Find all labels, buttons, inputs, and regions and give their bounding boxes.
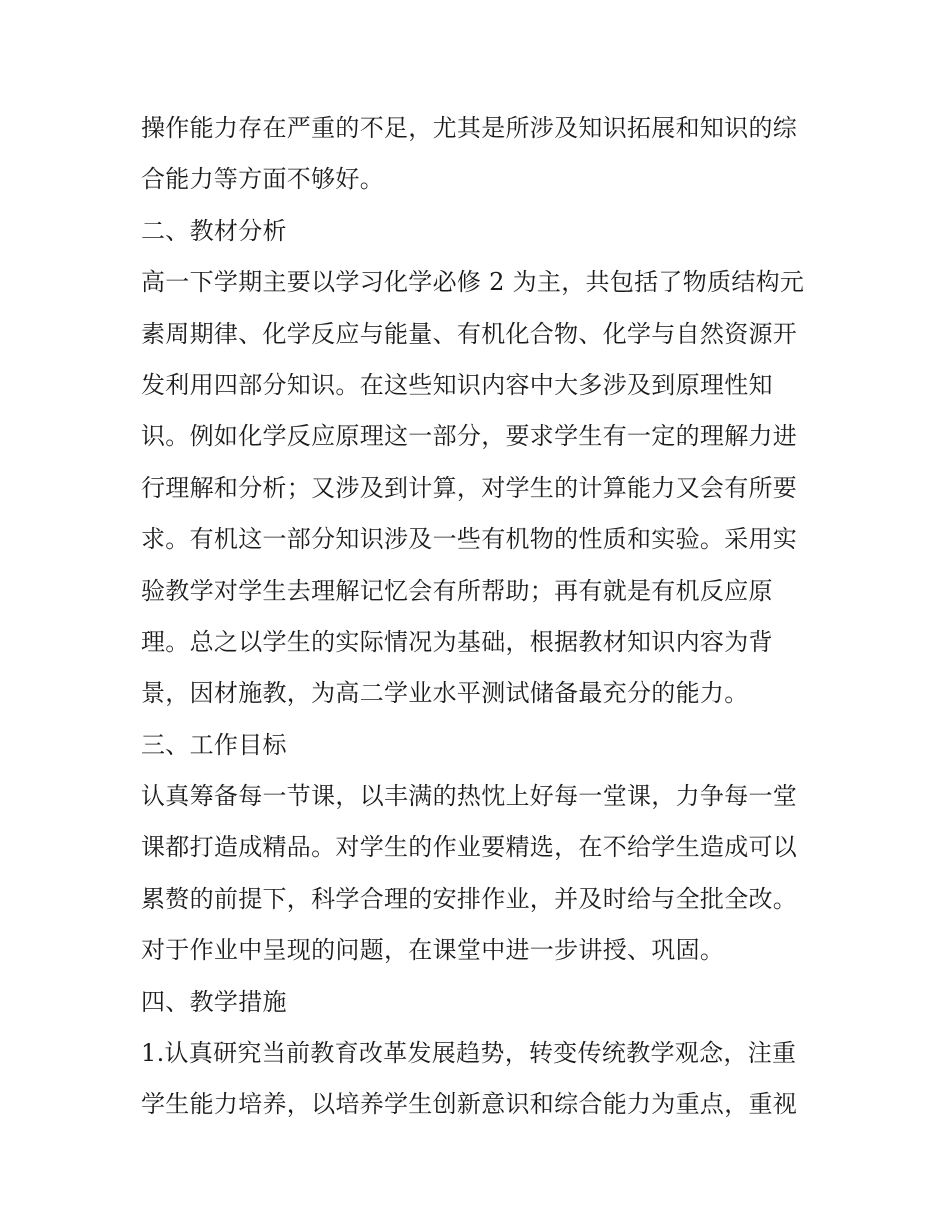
text-line: 识。例如化学反应原理这一部分，要求学生有一定的理解力进 <box>141 422 798 451</box>
text-line: 素周期律、化学反应与能量、有机化合物、化学与自然资源开 <box>141 319 798 348</box>
document-body <box>141 103 813 1131</box>
text-line: 对于作业中呈现的问题，在课堂中进一步讲授、巩固。 <box>141 936 725 965</box>
text-line: 行理解和分析；又涉及到计算，对学生的计算能力又会有所要 <box>141 473 798 502</box>
text-line: 课都打造成精品。对学生的作业要精选，在不给学生造成可以 <box>141 833 798 862</box>
text-line: 学生能力培养，以培养学生创新意识和综合能力为重点，重视 <box>141 1090 798 1119</box>
text-line: 理。总之以学生的实际情况为基础，根据教材知识内容为背 <box>141 627 773 656</box>
text-line: 1.认真研究当前教育改革发展趋势，转变传统教学观念，注重 <box>141 1039 797 1068</box>
text-line: 求。有机这一部分知识涉及一些有机物的性质和实验。采用实 <box>141 525 798 554</box>
section-heading-teaching-measures: 四、教学措施 <box>141 987 287 1016</box>
text-line: 景，因材施教，为高二学业水平测试储备最充分的能力。 <box>141 679 749 708</box>
text-line: 合能力等方面不够好。 <box>141 165 384 194</box>
text-line: 验教学对学生去理解记忆会有所帮助；再有就是有机反应原 <box>141 576 773 605</box>
text-line: 发利用四部分知识。在这些知识内容中大多涉及到原理性知 <box>141 370 773 399</box>
section-heading-work-goals: 三、工作目标 <box>141 730 287 759</box>
section-heading-textbook-analysis: 二、教材分析 <box>141 216 287 245</box>
text-line: 操作能力存在严重的不足，尤其是所涉及知识拓展和知识的综 <box>141 114 798 142</box>
text-line: 累赘的前提下，科学合理的安排作业，并及时给与全批全改。 <box>141 884 798 913</box>
text-line: 高一下学期主要以学习化学必修 2 为主，共包括了物质结构元 <box>141 268 805 297</box>
text-line: 认真筹备每一节课，以丰满的热忱上好每一堂课，力争每一堂 <box>141 782 798 811</box>
